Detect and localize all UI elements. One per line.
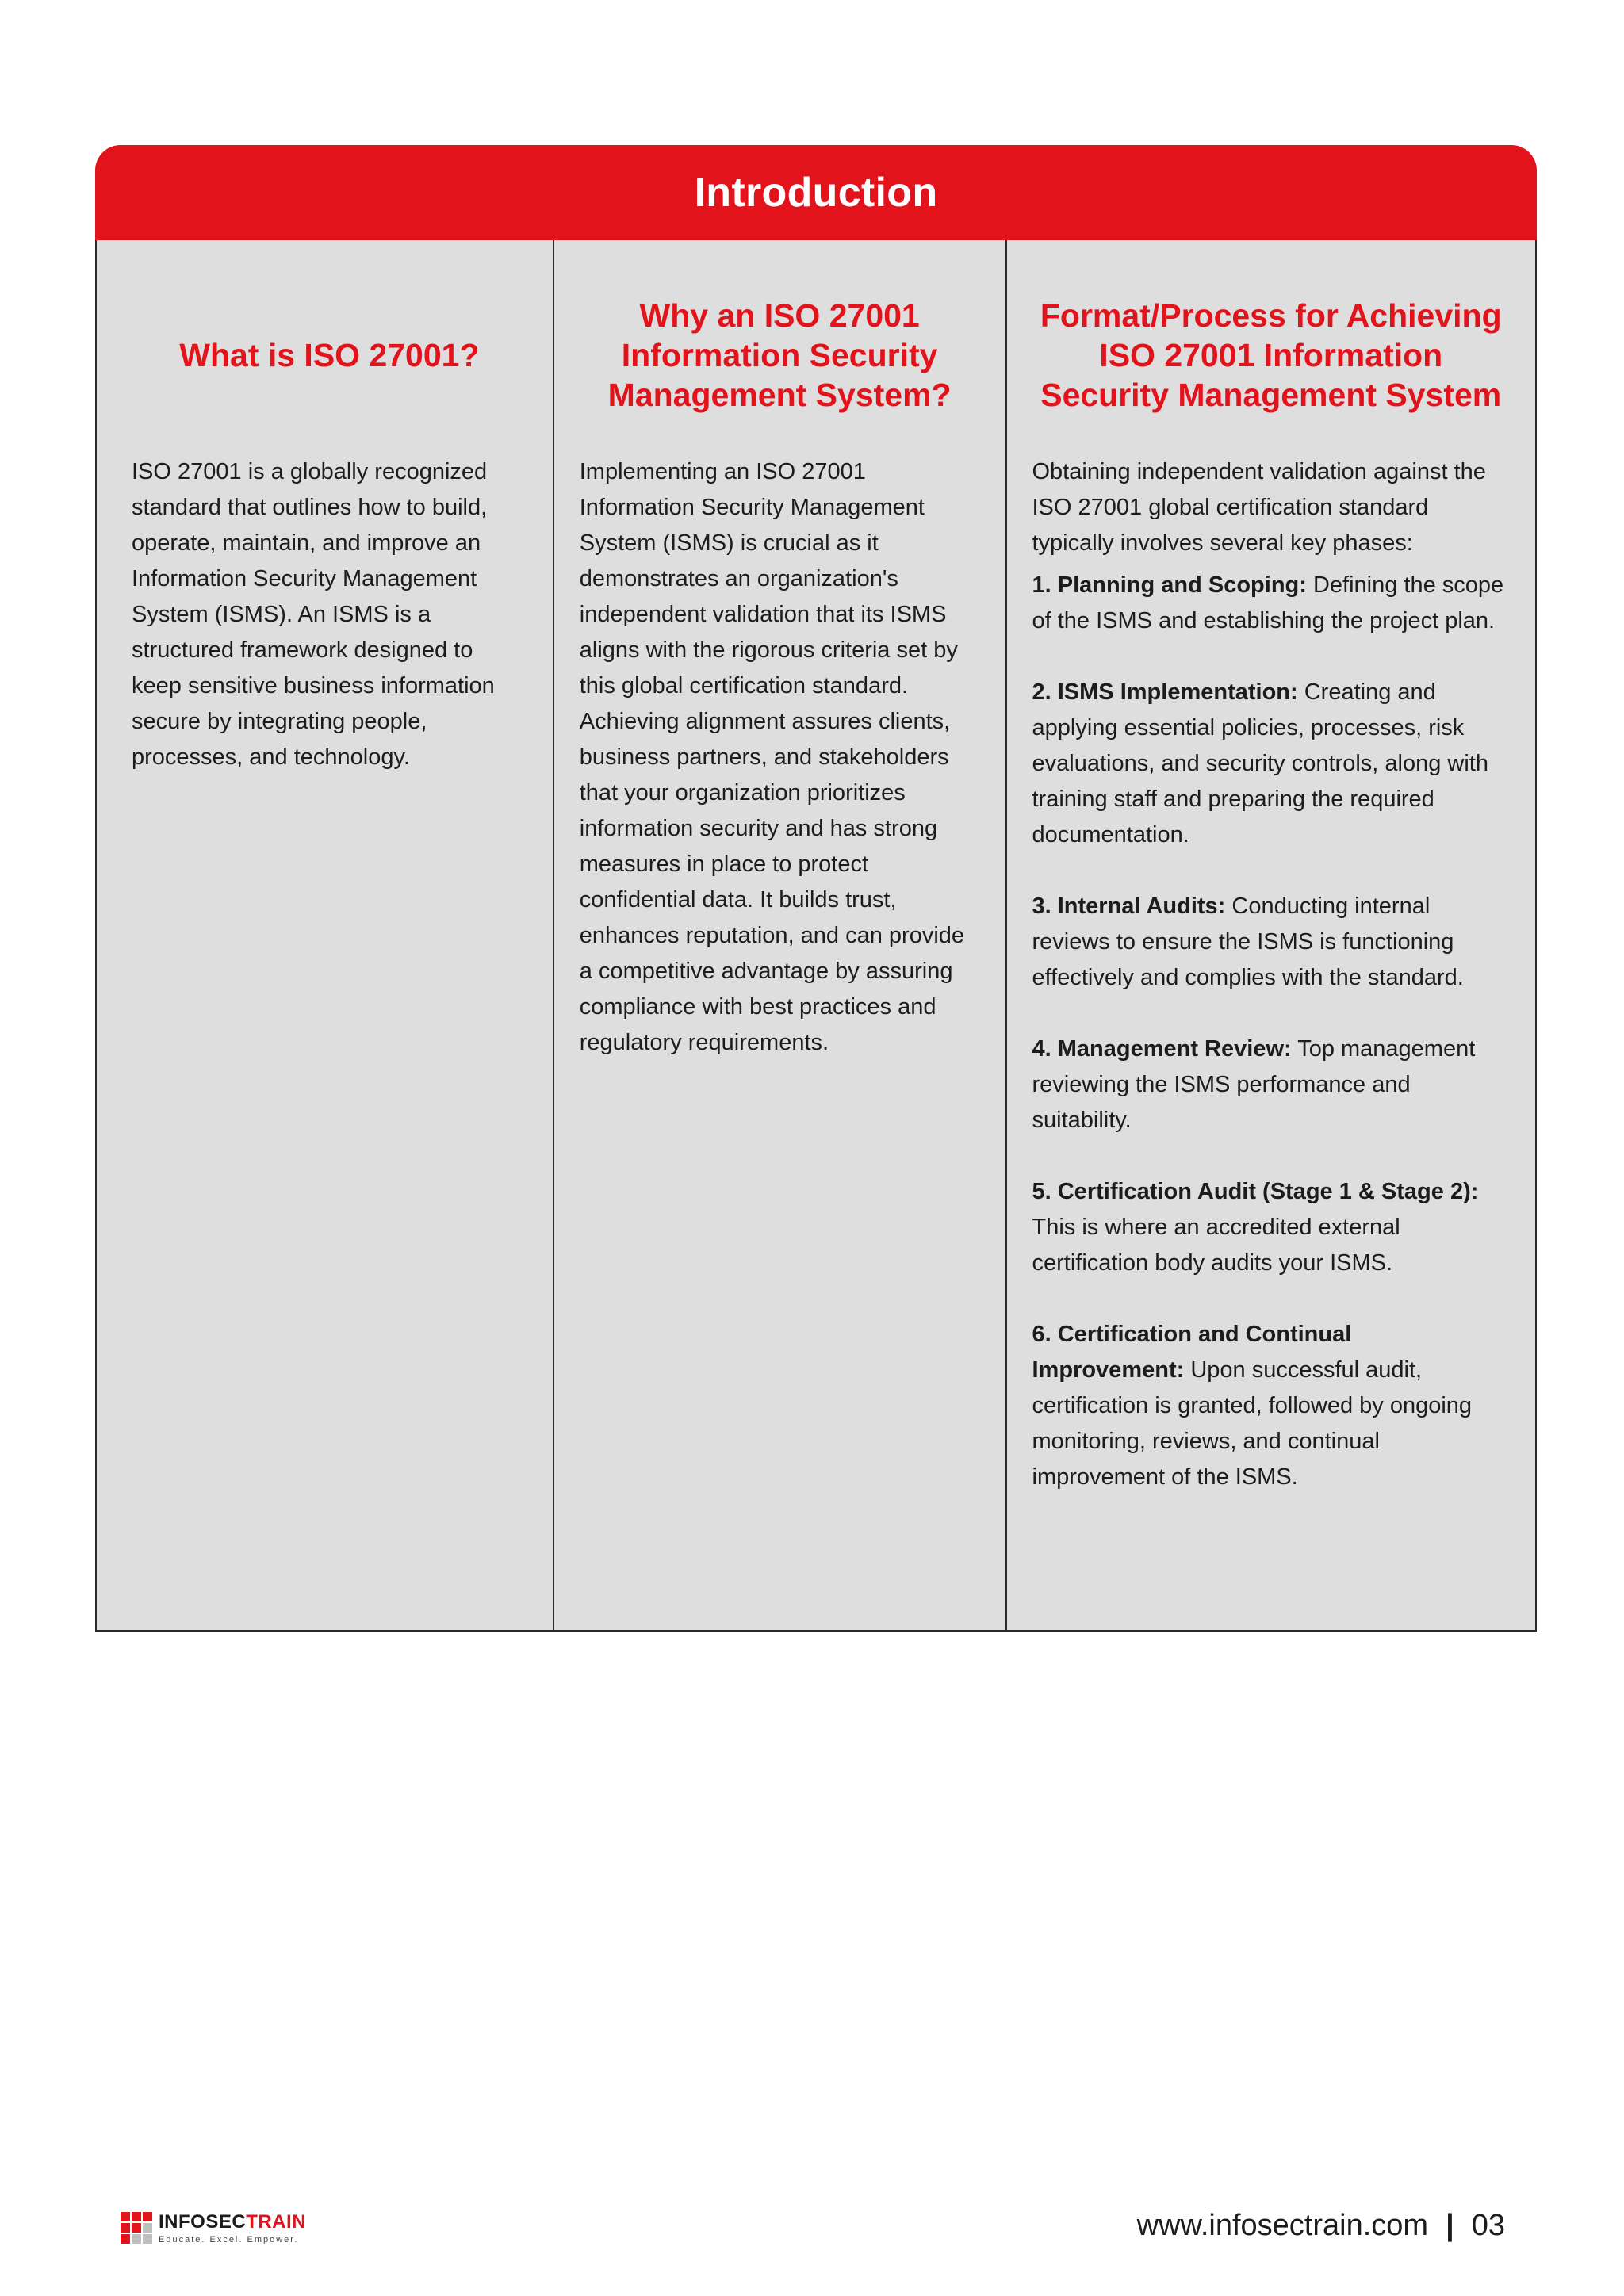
step-label: 2. ISMS Implementation:: [1032, 679, 1298, 705]
process-step: [1032, 675, 1511, 853]
process-step: [1032, 1317, 1511, 1495]
column-heading: What is ISO 27001?: [179, 337, 480, 373]
process-step: [1032, 889, 1511, 996]
infosectrain-logo[interactable]: [121, 2212, 306, 2245]
step-text: This is where an accredited external certification body audits your ISMS.: [1032, 1215, 1400, 1276]
column-body: Implementing an ISO 27001 Information Security Management System (ISMS) is crucial as it demonstrates an organization's independent validation that its ISMS aligns with the rigorous criteria set by this global certification standard. Achieving alignment assures clients, business partners, and stakeholders that your organization prioritizes information security and has strong measures in place to protect confidential data. It builds trust, enhances reputation, and can provide a competitive advantage by assuring compliance with best practices and regulatory requirements.: [579, 459, 965, 1055]
column-why: [553, 240, 1005, 1630]
logo-name: [159, 2213, 306, 2232]
website-link[interactable]: www.infosectrain.com: [1136, 2209, 1429, 2242]
step-text: Defining the scope of the ISMS and establishing the project plan.: [1032, 572, 1504, 633]
logo-grid-icon: [121, 2212, 154, 2245]
panel-header: [95, 145, 1537, 240]
intro-panel: [95, 145, 1537, 1632]
step-label: 4. Management Review:: [1032, 1036, 1292, 1062]
column-heading-wrap: [580, 240, 980, 438]
column-heading: Why an ISO 27001 Information Security Management System?: [607, 297, 952, 413]
step-label: 6. Certification and Continual Improvement:: [1032, 1322, 1352, 1383]
page-number: 03: [1471, 2209, 1505, 2242]
step-label: 5. Certification Audit (Stage 1 & Stage 2):: [1032, 1179, 1479, 1204]
column-what-is: [97, 240, 553, 1630]
logo-tagline: Educate. Excel. Empower.: [159, 2235, 299, 2244]
step-text: Top management reviewing the ISMS performance and suitability.: [1032, 1036, 1476, 1133]
page-title: Introduction: [694, 170, 938, 216]
step-text: Conducting internal reviews to ensure the ISMS is functioning effectively and complies with the standard.: [1032, 894, 1464, 990]
step-label: 1. Planning and Scoping:: [1032, 572, 1307, 598]
column-heading: Format/Process for Achieving ISO 27001 Information Security Management System: [1040, 297, 1502, 413]
column-heading-wrap: [132, 240, 527, 438]
step-text: Creating and applying essential policies, processes, risk evaluations, and security controls, along with training staff and preparing the required documentation.: [1032, 679, 1488, 848]
logo-name-part: TRAIN: [246, 2211, 307, 2233]
column-body: ISO 27001 is a globally recognized standard that outlines how to build, operate, maintain, and improve an Information Security Management System (ISMS). An ISMS is a structured framework designed to keep sensitive business information secure by integrating people, processes, and technology.: [132, 459, 495, 770]
process-step: [1032, 568, 1511, 639]
logo-text: [159, 2213, 306, 2244]
column-process: [1005, 240, 1536, 1630]
step-text: Upon successful audit, certification is granted, followed by ongoing monitoring, reviews, and continual improvement of the ISMS.: [1032, 1357, 1473, 1490]
intro-table: [95, 240, 1537, 1632]
logo-name-part: INFOSEC: [159, 2211, 247, 2233]
process-intro: Obtaining independent validation against the ISO 27001 global certification standard typically involves several key phases:: [1032, 459, 1486, 556]
process-step: [1032, 1031, 1511, 1138]
footer-separator: |: [1446, 2209, 1454, 2242]
column-heading-wrap: [1032, 240, 1511, 438]
process-step: [1032, 1174, 1511, 1281]
footer-info: [1137, 2209, 1505, 2243]
step-label: 3. Internal Audits:: [1032, 894, 1226, 919]
